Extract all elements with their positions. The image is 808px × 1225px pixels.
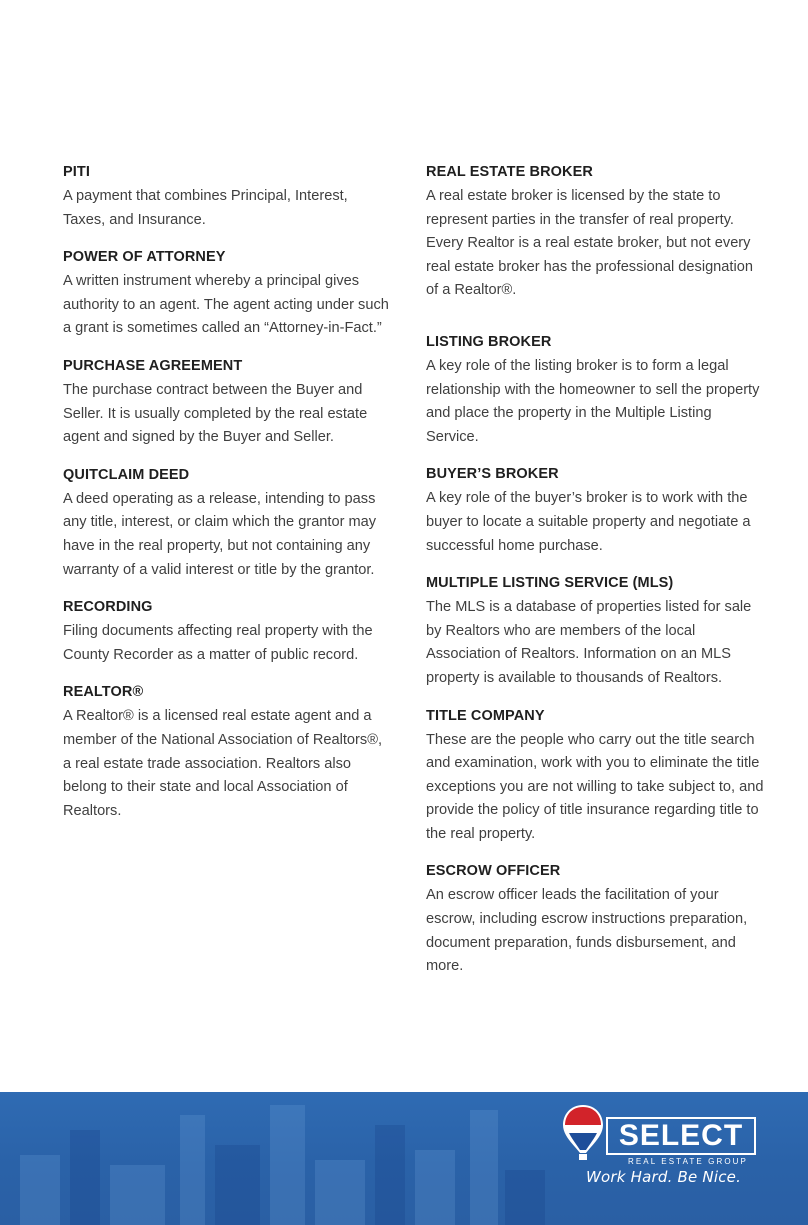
- term-recording: [63, 597, 393, 667]
- term-definition: An escrow officer leads the facilitation of your escrow, including escrow instructions preparation, document preparation, funds disbursement, and more.: [426, 887, 748, 975]
- term-buyers-broker: [426, 464, 766, 558]
- term-title: LISTING BROKER: [426, 333, 552, 350]
- term-purchase-agreement: [63, 356, 393, 450]
- logo-tagline: Work Hard. Be Nice.: [586, 1168, 742, 1186]
- skyline-decoration: [470, 1110, 498, 1225]
- term-title: TITLE COMPANY: [426, 707, 545, 724]
- term-title: MULTIPLE LISTING SERVICE (MLS): [426, 575, 674, 592]
- logo-subtitle: REAL ESTATE GROUP: [627, 1157, 748, 1166]
- term-mls: [426, 573, 766, 690]
- term-listing-broker: [426, 332, 766, 449]
- balloon-icon: [560, 1103, 606, 1161]
- skyline-decoration: [110, 1165, 165, 1225]
- term-definition: A real estate broker is licensed by the state to represent parties in the transfer of real property. Every Realtor is a real estate broker, but not every real estate broker has the professional designation of a Realtor®.: [426, 188, 753, 299]
- term-escrow-officer: [426, 861, 766, 978]
- term-definition: A key role of the listing broker is to form a legal relationship with the homeowner to sell the property and place the property in the Multiple Listing Service.: [426, 357, 760, 445]
- term-definition: Filing documents affecting real property with the County Recorder as a matter of public record.: [63, 623, 373, 663]
- term-definition: A payment that combines Principal, Interest, Taxes, and Insurance.: [63, 188, 348, 228]
- skyline-decoration: [315, 1160, 365, 1225]
- skyline-decoration: [180, 1115, 205, 1225]
- term-definition: A key role of the buyer’s broker is to work with the buyer to locate a suitable property and negotiate a successful home purchase.: [426, 490, 751, 554]
- term-definition: The MLS is a database of properties listed for sale by Realtors who are members of the local Association of Realtors. Information on an MLS property is available to thousands of Realtors.: [426, 599, 752, 686]
- term-quitclaim-deed: [63, 465, 393, 582]
- skyline-decoration: [415, 1150, 455, 1225]
- term-title: PITI: [63, 164, 90, 180]
- skyline-decoration: [375, 1125, 405, 1225]
- left-column: [63, 162, 393, 838]
- remax-select-logo: [560, 1103, 760, 1193]
- term-title: POWER OF ATTORNEY: [63, 249, 226, 266]
- skyline-decoration: [215, 1145, 260, 1225]
- term-definition: A deed operating as a release, intending to pass any title, interest, or claim which the grantor may have in the real property, but not containing any warranty of a valid interest or title by the grantor.: [63, 490, 377, 578]
- term-title: RECORDING: [63, 599, 153, 616]
- term-title: BUYER’S BROKER: [426, 466, 559, 483]
- term-real-estate-broker: [426, 162, 766, 303]
- term-title: ESCROW OFFICER: [426, 863, 561, 880]
- term-title: REALTOR®: [63, 684, 144, 701]
- skyline-decoration: [20, 1155, 60, 1225]
- term-piti: [63, 162, 393, 232]
- term-definition: These are the people who carry out the title search and examination, work with you to eliminate the title exceptions you are not willing to take subject to, and provide the policy of title insurance regarding title to the real property.: [426, 731, 764, 842]
- spacer: [426, 318, 766, 332]
- term-title: PURCHASE AGREEMENT: [63, 357, 243, 374]
- skyline-decoration: [505, 1170, 545, 1225]
- term-title: REAL ESTATE BROKER: [426, 164, 593, 180]
- right-column: [426, 162, 766, 994]
- term-definition: The purchase contract between the Buyer and Seller. It is usually completed by the real estate agent and signed by the Buyer and Seller.: [63, 381, 368, 446]
- skyline-decoration: [270, 1105, 305, 1225]
- skyline-decoration: [70, 1130, 100, 1225]
- term-title-company: [426, 706, 766, 847]
- term-definition: A Realtor® is a licensed real estate agent and a member of the National Association of Realtors®, a real estate trade association. Realtors also belong to their state and local Association of Realtors.: [63, 708, 382, 819]
- term-power-of-attorney: [63, 247, 393, 341]
- logo-name: SELECT: [606, 1117, 756, 1155]
- term-realtor: [63, 682, 393, 823]
- term-definition: A written instrument whereby a principal gives authority to an agent. The agent acting under such a grant is sometimes called an “Attorney-in-Fact.”: [63, 273, 389, 337]
- balloon-label: RE/MAX: [567, 1124, 599, 1133]
- term-title: QUITCLAIM DEED: [63, 466, 190, 483]
